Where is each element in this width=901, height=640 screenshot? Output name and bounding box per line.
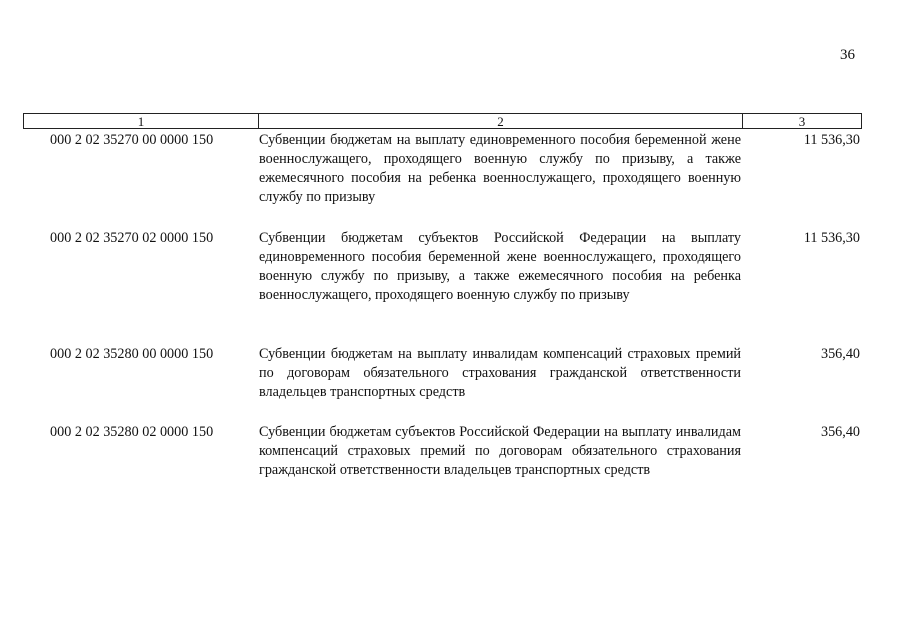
budget-code: 000 2 02 35280 00 0000 150: [50, 346, 214, 362]
row-amount: 11 536,30: [803, 132, 860, 148]
column-header-3: 3: [742, 113, 862, 129]
row-amount: 356,40: [820, 424, 860, 440]
row-description: Субвенции бюджетам на выплату единовременного пособия беременной жене военнослужащего, проходящего военную службу по призыву, а также ежемесячного пособия на ребенка военнослужащего, проходящего военную службу по призыву: [259, 132, 741, 205]
row-description: Субвенции бюджетам субъектов Российской Федерации на выплату единовременного пособия беременной жене военнослужащего, проходящего военную службу по призыву, а также ежемесячного пособия на ребенка военнослужащего, проходящего военную службу по призыву: [259, 230, 741, 303]
budget-code: 000 2 02 35270 02 0000 150: [50, 230, 214, 246]
budget-code: 000 2 02 35280 02 0000 150: [50, 424, 214, 440]
row-description: Субвенции бюджетам на выплату инвалидам компенсаций страховых премий по договорам обязательного страхования гражданской ответственности владельцев транспортных средств: [259, 346, 741, 400]
row-amount: 356,40: [820, 346, 860, 362]
column-header-1: 1: [23, 113, 259, 129]
column-header-2: 2: [258, 113, 743, 129]
row-amount: 11 536,30: [803, 230, 860, 246]
page-number: 36: [840, 47, 855, 63]
budget-code: 000 2 02 35270 00 0000 150: [50, 132, 214, 148]
row-description: Субвенции бюджетам субъектов Российской Федерации на выплату инвалидам компенсаций страховых премий по договорам обязательного страхования гражданской ответственности владельцев транспортных средств: [259, 424, 741, 478]
